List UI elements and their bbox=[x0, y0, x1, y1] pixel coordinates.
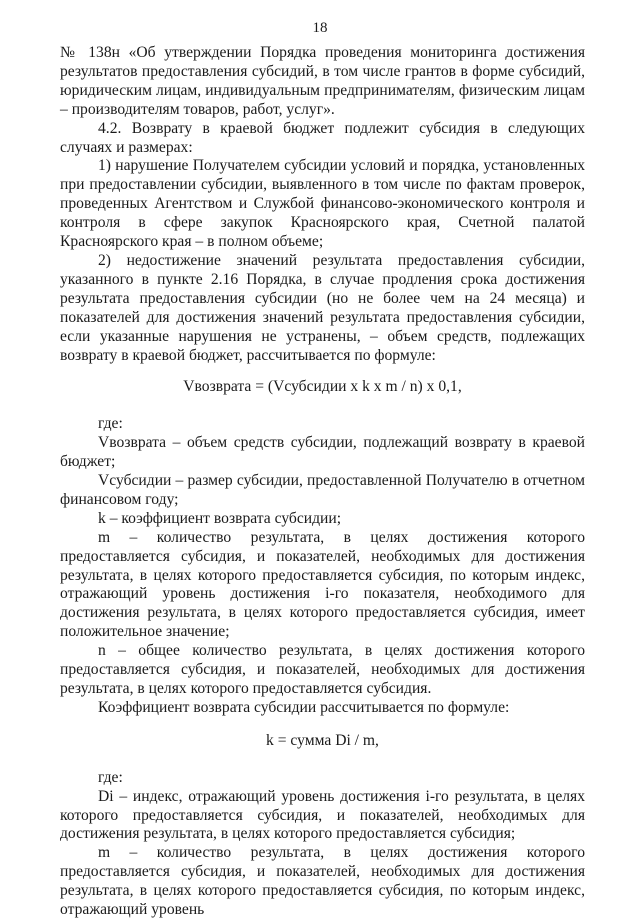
definition-m-2: m – количество результата, в целях достижения которого предоставляется субсидия, и показателей, необходимых для достижения результата, в целях которого предоставляется субсидия, по которым индекс, отражающий уровень bbox=[60, 844, 585, 919]
definition-m: m – количество результата, в целях достижения которого предоставляется субсидия, и показателей, необходимых для достижения результата, в целях которого предоставляется субсидия, по которым индекс, отражающий уровень достижения i-го показателя, необходимого для достижения результата, в целях которого предоставляется субсидия, имеет положительное значение; bbox=[60, 528, 585, 641]
page-number: 18 bbox=[312, 20, 328, 36]
paragraph-section-4-2: 4.2. Возврату в краевой бюджет подлежит субсидия в следующих случаях и размерах: bbox=[60, 119, 585, 156]
definition-n: n – общее количество результата, в целях достижения которого предоставляется субсидия, и показателей, необходимых для достижения результата, в целях которого предоставляется субсидия. bbox=[60, 642, 585, 697]
formula-refund-volume: Vвозврата = (Vсубсидии x k x m / n) x 0,1, bbox=[183, 378, 462, 396]
paragraph-where-1: где: bbox=[98, 415, 123, 433]
paragraph-case-1: 1) нарушение Получателем субсидии условий и порядка, установленных при предоставлении субсидии, выявленного в том числе по фактам проверок, проведенных Агентством и Службой финансово-экономического контроля и контроля в сфере закупок Красноярского края, Счетной палатой Красноярского края – в полном объеме; bbox=[60, 157, 585, 251]
paragraph-coefficient-intro: Коэффициент возврата субсидии рассчитывается по формуле: bbox=[98, 698, 510, 716]
definition-k: k – коэффициент возврата субсидии; bbox=[98, 509, 342, 527]
paragraph-case-2: 2) недостижение значений результата предоставления субсидии, указанного в пункте 2.16 Порядка, в случае продления срока достижения результата предоставления субсидии (но не более чем на 24 месяца) и показателей для достижения значений результата предоставления субсидии, если указанные нарушения не устранены, – объем средств, подлежащих возврату в краевой бюджет, рассчитывается по формуле: bbox=[60, 251, 585, 364]
definition-v-refund: Vвозврата – объем средств субсидии, подлежащий возврату в краевой бюджет; bbox=[60, 434, 585, 471]
definition-v-subsidy: Vсубсидии – размер субсидии, предоставленной Получателю в отчетном финансовом году; bbox=[60, 472, 585, 508]
document-body bbox=[60, 44, 585, 920]
paragraph-order-reference: № 138н «Об утверждении Порядка проведения мониторинга достижения результатов предоставления субсидий, в том числе грантов в форме субсидий, юридическим лицам, индивидуальным предпринимателям, физическим лицам – производителям товаров, работ, услуг». bbox=[60, 44, 585, 118]
formula-coefficient: k = сумма Di / m, bbox=[266, 731, 379, 749]
paragraph-where-2: где: bbox=[98, 768, 123, 786]
definition-di: Di – индекс, отражающий уровень достижения i-го результата, в целях которого предоставляется субсидия, и показателей, необходимых для достижения результата, в целях которого предоставляется субсидия; bbox=[60, 787, 585, 843]
